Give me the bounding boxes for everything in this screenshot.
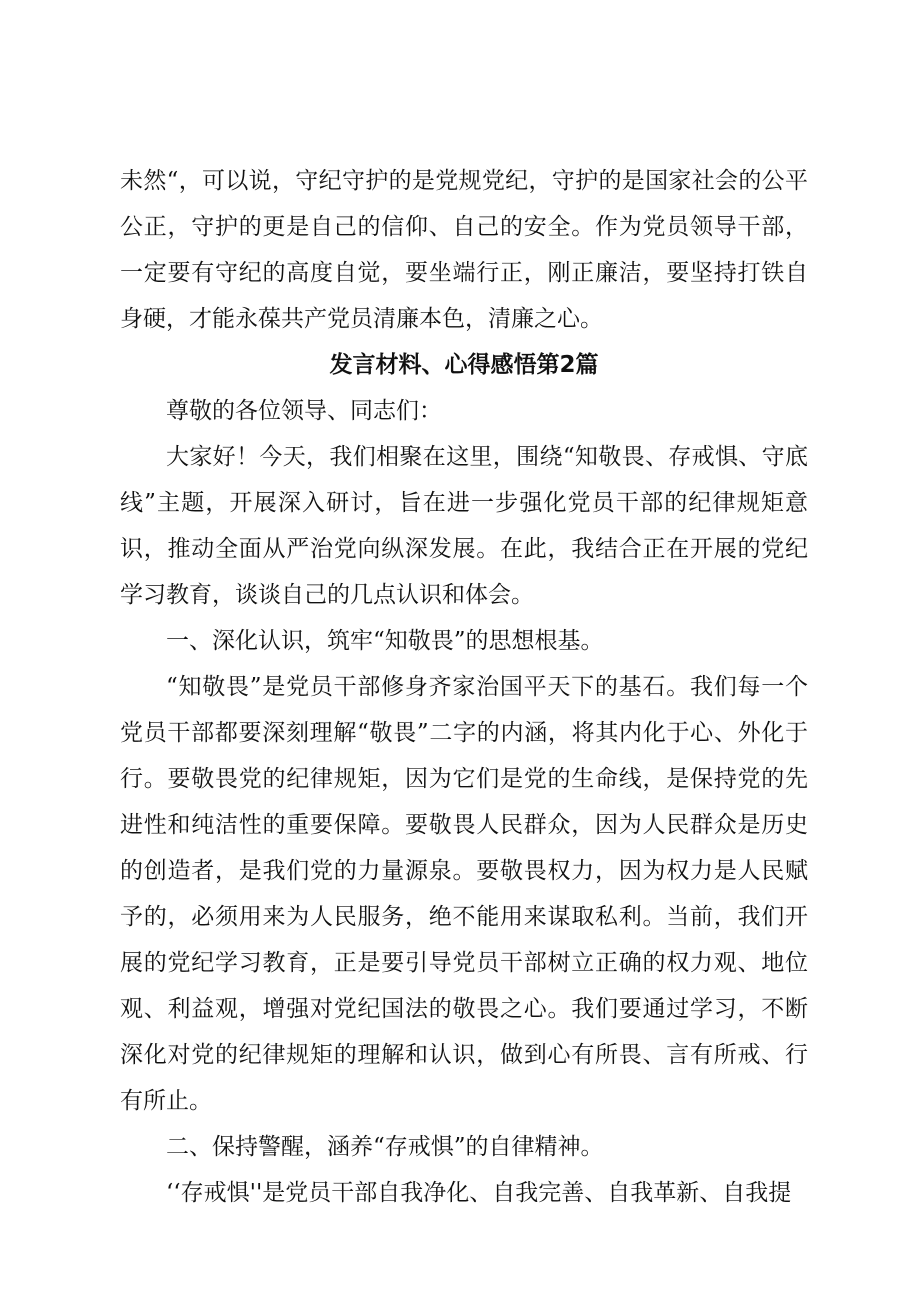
point1-paragraph: “知敬畏”是党员干部修身齐家治国平天下的基石。我们每一个党员干部都要深刻理解“敬畏”二字的内涵，将其内化于心、外化于行。要敬畏党的纪律规矩，因为它们是党的生命线，是保持党的先进性和纯洁性的重要保障。要敬畏人民群众，因为人民群众是历史的创造者，是我们党的力量源泉。要敬畏权力，因为权力是人民赋予的，必须用来为人民服务，绝不能用来谋取私利。当前，我们开展的党纪学习教育，正是要引导党员干部树立正确的权力观、地位观、利益观，增强对党纪国法的敬畏之心。我们要通过学习，不断深化对党的纪律规矩的理解和认识，做到心有所畏、言有所戒、行有所止。 <box>120 674 808 1114</box>
continued-paragraph: 未然“，可以说，守纪守护的是党规党纪，守护的是国家社会的公平公正，守护的更是自己的信仰、自己的安全。作为党员领导干部，一定要有守纪的高度自觉，要坐端行正，刚正廉洁，要坚持打铁自身硬，才能永葆共产党员清廉本色，清廉之心。 <box>120 168 808 332</box>
intro-paragraph: 大家好！今天，我们相聚在这里，围绕“知敬畏、存戒惧、守底线”主题，开展深入研讨，旨在进一步强化党员干部的纪律规矩意识，推动全面从严治党向纵深发展。在此，我结合正在开展的党纪学习教育，谈谈自己的几点认识和体会。 <box>120 444 808 608</box>
salutation: 尊敬的各位领导、同志们： <box>166 398 442 424</box>
document-body <box>120 158 808 1216</box>
point1-heading: 一、深化认识，筑牢“知敬畏”的思想根基。 <box>166 628 604 654</box>
point2-paragraph: ‘‘存戒惧''是党员干部自我净化、自我完善、自我革新、自我提 <box>166 1180 792 1206</box>
section-title: 发言材料、心得感悟第2篇 <box>329 352 599 378</box>
point2-heading: 二、保持警醒，涵养“存戒惧”的自律精神。 <box>166 1134 604 1160</box>
